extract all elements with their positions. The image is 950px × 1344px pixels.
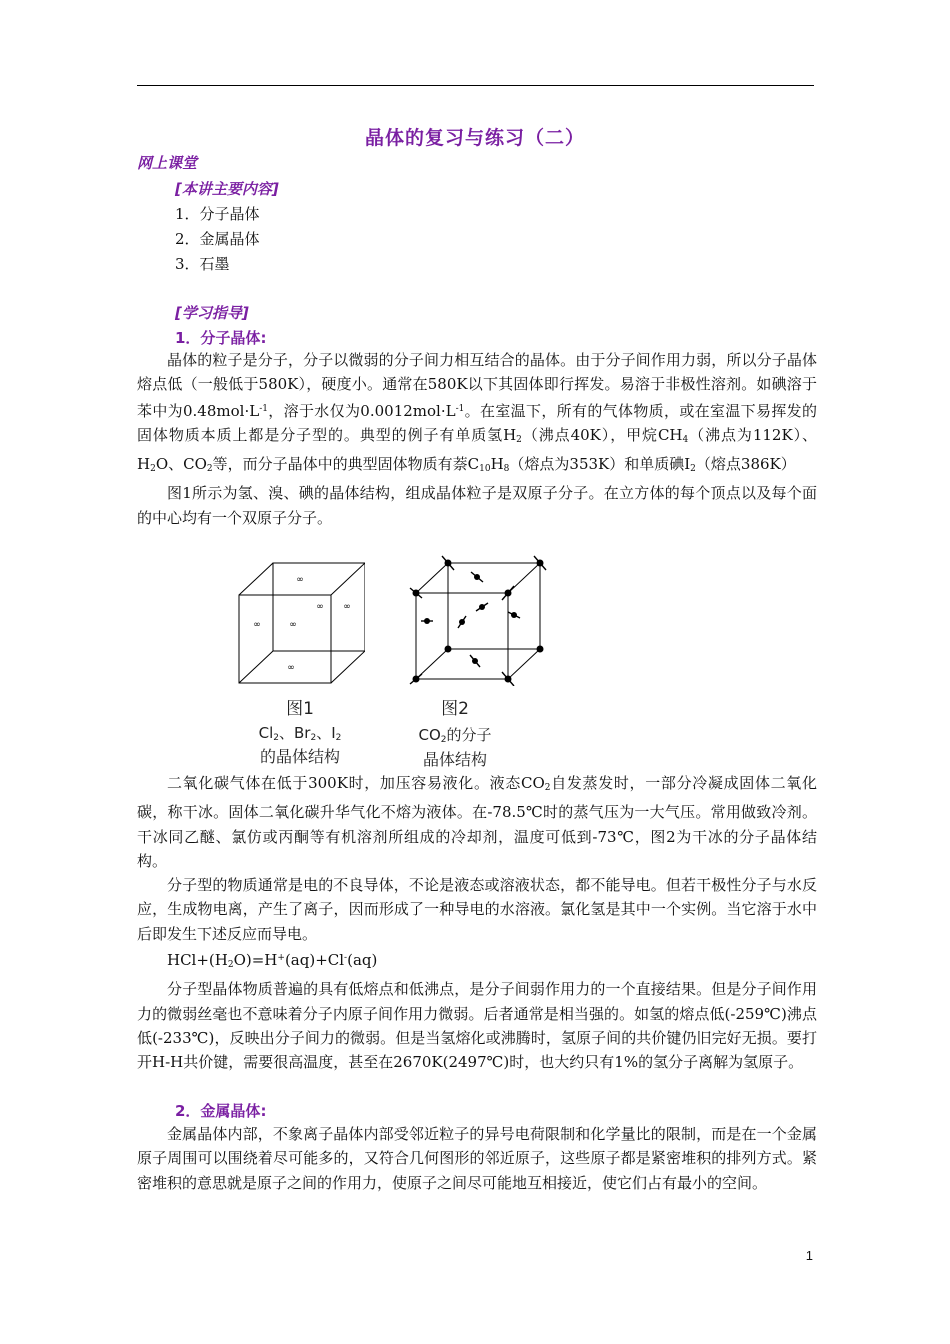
molecular-p1: 晶体的粒子是分子，分子以微弱的分子间力相互结合的晶体。由于分子间作用力弱，所以分子晶体熔点低（一般低于580K），硬度小。通常在580K以下其固体即行挥发。易溶于非极性溶剂。如碘溶于苯中为$0.48mol\cdot L^{-1}$，溶于水仅为$0.0012mol\cdot L^{-1}$。在室温下，所有的气体物质，或在室温下易挥发的固体物质本质上都是分子型的。典型的例子有单质氢$H_2$（沸点40K），甲烷$CH_4$（沸点为112K）、$H_2O$、$CO_2$等，而分子晶体中的典型固体物质有萘$C_{10}H_8$（熔点为353K）和单质碘$I_2$（熔点386K） xyxy=(137,351,818,475)
page-number: 1 xyxy=(805,1248,813,1263)
svg-text:∞: ∞ xyxy=(253,620,261,630)
metallic-heading: 2．金属晶体: xyxy=(175,1102,267,1120)
hcl-equation: $HCl+(H_2O)=H^+(aq)+Cl^-(aq)$ xyxy=(167,951,378,971)
figure-1-label: 图1 xyxy=(286,699,314,719)
svg-text:∞: ∞ xyxy=(296,575,304,585)
figure-2-diagram xyxy=(402,548,547,686)
header-rule xyxy=(137,85,814,86)
figure-1-diagram xyxy=(225,555,365,690)
molecular-paragraphs-2 xyxy=(137,771,817,1075)
figure-1-caption-line2: 的晶体结构 xyxy=(259,747,340,766)
molecular-p2: 图1所示为氢、溴、碘的晶体结构，组成晶体粒子是双原子分子。在立方体的每个顶点以及每个面的中心均有一个双原子分子。 xyxy=(137,484,817,527)
figure-2-caption-line1: $CO_2$的分子 xyxy=(418,726,492,745)
content-item-1: 1．分子晶体 xyxy=(175,205,260,223)
figure-2-caption-line2: 晶体结构 xyxy=(422,750,487,769)
content-item-3: 3．石墨 xyxy=(175,255,230,273)
svg-text:∞: ∞ xyxy=(316,602,324,612)
svg-text:∞: ∞ xyxy=(343,602,351,612)
molecular-paragraphs xyxy=(137,348,817,530)
page-title: 晶体的复习与练习（二） xyxy=(364,127,585,149)
svg-text:∞: ∞ xyxy=(289,620,297,630)
metallic-paragraphs xyxy=(137,1122,817,1195)
svg-text:∞: ∞ xyxy=(287,663,295,673)
guide-heading: [学习指导] xyxy=(175,304,249,322)
figure-2-label: 图2 xyxy=(441,699,469,719)
main-content-heading: [本讲主要内容] xyxy=(175,180,279,198)
content-item-2: 2．金属晶体 xyxy=(175,230,260,248)
metallic-p1: 金属晶体内部，不象离子晶体内部受邻近粒子的异号电荷限制和化学量比的限制，而是在一个金属原子周围可以围绕着尽可能多的，又符合几何图形的邻近原子，这些原子都是紧密堆积的排列方式。紧密堆积的意思就是原子之间的作用力，使原子之间尽可能地互相接近，使它们占有最小的空间。 xyxy=(137,1125,817,1192)
molecular-p4: 分子型的物质通常是电的不良导体，不论是液态或溶液状态，都不能导电。但若干极性分子与水反应，生成物电离，产生了离子，因而形成了一种导电的水溶液。氯化氢是其中一个实例。当它溶于水中后即发生下述反应而导电。 xyxy=(137,876,817,943)
figure-1-caption-line1: $Cl_2$、$Br_2$、$I_2$ xyxy=(258,724,342,743)
section-label: 网上课堂 xyxy=(137,154,198,172)
molecular-p5: 分子型晶体物质普遍的具有低熔点和低沸点，是分子间弱作用力的一个直接结果。但是分子间作用力的微弱丝毫也不意味着分子内原子间作用力微弱。后者通常是相当强的。如氢的熔点低(-259℃)沸点低(-233℃)，反映出分子间力的微弱。但是当氢熔化或沸腾时，氢原子间的共价键仍旧完好无损。要打开H-H共价键，需要很高温度，甚至在2670K(2497℃)时，也大约只有1%的氢分子离解为氢原子。 xyxy=(137,980,817,1072)
molecular-p3: 二氧化碳气体在低于300K时，加压容易液化。液态$CO_2$自发蒸发时，一部分冷凝成固体二氧化碳，称干冰。固体二氧化碳升华气化不熔为液体。在-78.5℃时的蒸气压为一大气压。常用做致冷剂。干冰同乙醚、氯仿或丙酮等有机溶剂所组成的冷却剂，温度可低到-73℃，图2为干冰的分子晶体结构。 xyxy=(137,774,817,870)
molecular-heading: 1．分子晶体: xyxy=(175,329,267,347)
